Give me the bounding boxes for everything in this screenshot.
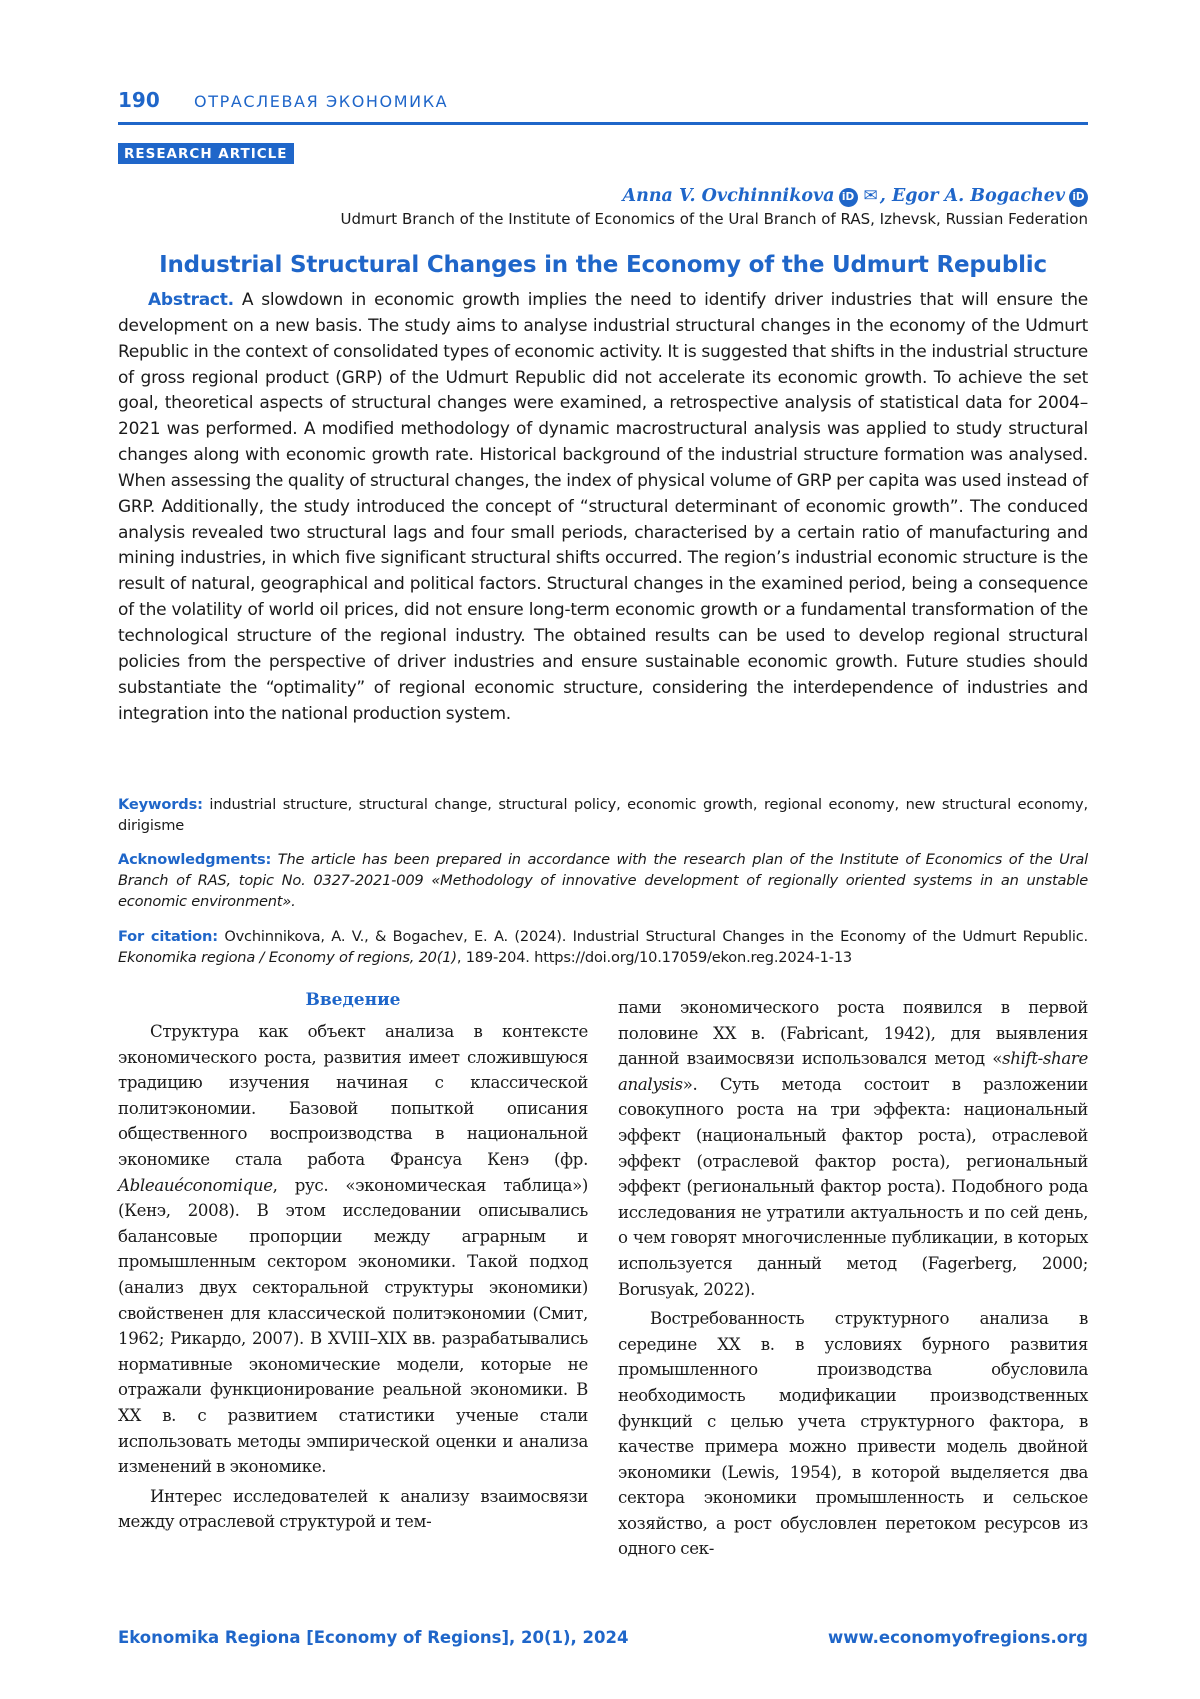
acknowledgments-text: The article has been prepared in accordance with the research plan of the Institute of Economics of the Ural Branch of RAS, topic No. 0327-2021-009 «Methodology of innovative development of regionally oriented systems in an unstable economic environment». bbox=[118, 851, 1088, 910]
page-number: 190 bbox=[118, 88, 160, 112]
article-type-badge: RESEARCH ARTICLE bbox=[118, 143, 294, 164]
keywords bbox=[118, 794, 1088, 836]
keywords-label: Keywords: bbox=[118, 796, 203, 813]
paragraph bbox=[118, 1019, 588, 1480]
paragraph-italic: shift-share analysis bbox=[618, 1049, 1088, 1094]
abstract-text: A slowdown in economic growth implies the need to identify driver industries that will ensure the development on a new basis. The study aims to analyse industrial structural changes in the economy of the Udmurt Republic in the context of consolidated types of economic activity. It is suggested that shifts in the industrial structure of gross regional product (GRP) of the Udmurt Republic did not accelerate its economic growth. To achieve the set goal, theoretical aspects of structural changes were examined, a retrospective analysis of statistical data for 2004–2021 was performed. A modified methodology of dynamic macrostructural analysis was applied to study structural changes along with economic growth rate. Historical background of the industrial structure formation was analysed. When assessing the quality of structural changes, the index of physical volume of GRP per capita was used instead of GRP. Additionally, the study introduced the concept of “structural determinant of economic growth”. The conduced analysis revealed two structural lags and four small periods, characterised by a certain ratio of manufacturing and mining industries, in which five significant structural shifts occurred. The region’s industrial economic structure is the result of natural, geographical and political factors. Structural changes in the examined period, being a consequence of the volatility of world oil prices, did not ensure long-term economic growth or a fundamental transformation of the technological structure of the regional industry. The obtained results can be used to develop regional structural policies from the perspective of driver industries and ensure sustainable economic growth. Future studies should substantiate the “optimality” of regional economic structure, considering the interdependence of industries and integration into the national production system. bbox=[118, 290, 1088, 724]
footer-journal: Ekonomika Regiona [Economy of Regions], 20(1), 2024 bbox=[118, 1628, 629, 1647]
author-line bbox=[623, 186, 1088, 207]
paragraph: Востребованность структурного анализа в середине XX в. в условиях бурного развития промышленного производства обусловила необходимость модификации производственных функций с целью учета структурного фактора, в качестве примера можно привести модель двойной экономики (Lewis, 1954), в которой выделяется два сектора экономики промышленность и сельское хозяйство, а рост обусловлен перетоком ресурсов из одного сек- bbox=[618, 1309, 1088, 1559]
paragraph: Интерес исследователей к анализу взаимосвязи между отраслевой структурой и тем- bbox=[118, 1486, 588, 1532]
section-name: ОТРАСЛЕВАЯ ЭКОНОМИКА bbox=[194, 92, 449, 111]
paragraph bbox=[618, 995, 1088, 1302]
author-1[interactable]: Anna V. Ovchinnikova bbox=[622, 186, 835, 206]
abstract-label: Abstract. bbox=[148, 290, 234, 310]
paragraph-italic: Ableauéconomique bbox=[118, 1175, 273, 1195]
paragraph-text: , рус. «экономическая таблица») (Кенэ, 2008). В этом исследовании описывались балансовые пропорции между аграрным и промышленным сектором экономики. Такой подход (анализ двух секторальной структуры экономики) свойственен для классической политэкономии (Смит, 1962; Рикардо, 2007). В XVIII–XIX вв. разрабатывались нормативные экономические модели, которые не отражали функционирование реальной экономики. В XX в. с развитием статистики ученые стали использовать методы эмпирической оценки и анализа изменений в экономике. bbox=[118, 1175, 588, 1477]
footer-url[interactable]: www.economyofregions.org bbox=[827, 1628, 1088, 1647]
citation-label: For citation: bbox=[118, 928, 218, 945]
body-column-right bbox=[618, 995, 1088, 1562]
intro-heading: Введение bbox=[305, 990, 401, 1010]
keywords-text: industrial structure, structural change, structural policy, economic growth, regional economy, new structural economy, dirigisme bbox=[118, 796, 1088, 834]
paragraph-text: ». Суть метода состоит в разложении совокупного роста на три эффекта: национальный эффект (национальный фактор роста), отраслевой эффект (отраслевой фактор роста), региональный эффект (региональный фактор роста). Подобного рода исследования не утратили актуальность и по сей день, о чем говорят многочисленные публикации, в которых используется данный метод (Fagerberg, 2000; Borusyak, 2022). bbox=[618, 1074, 1088, 1299]
body-column-left bbox=[118, 1019, 588, 1535]
orcid-icon[interactable]: iD bbox=[1069, 188, 1088, 207]
mail-icon[interactable]: ✉ bbox=[863, 186, 878, 206]
citation bbox=[118, 926, 1088, 968]
abstract bbox=[118, 288, 1088, 727]
citation-text-1: Ovchinnikova, A. V., & Bogachev, E. A. (2024). Industrial Structural Changes in the Economy of the Udmurt Republic. bbox=[217, 928, 1088, 945]
paragraph-text: Структура как объект анализа в контексте экономического роста, развития имеет сложившуюся традицию изучения начиная с классической политэкономии. Базовой попыткой описания общественного воспроизводства в национальной экономике стала работа Франсуа Кенэ (фр. bbox=[118, 1022, 588, 1169]
orcid-icon[interactable]: iD bbox=[839, 188, 858, 207]
acknowledgments-label: Acknowledgments: bbox=[118, 851, 272, 868]
running-header bbox=[118, 82, 1088, 125]
article-title: Industrial Structural Changes in the Economy of the Udmurt Republic bbox=[159, 252, 1047, 278]
acknowledgments bbox=[118, 849, 1088, 912]
citation-journal: Ekonomika regiona / Economy of regions, 20(1) bbox=[118, 949, 457, 966]
affiliation: Udmurt Branch of the Institute of Economics of the Ural Branch of RAS, Izhevsk, Russian Federation bbox=[340, 210, 1088, 228]
citation-doi[interactable]: , 189-204. https://doi.org/10.17059/ekon.reg.2024-1-13 bbox=[456, 949, 852, 966]
paragraph-text: пами экономического роста появился в первой половине XX в. (Fabricant, 1942), для выявления данной взаимосвязи использовался метод « bbox=[618, 998, 1088, 1069]
author-2[interactable]: , Egor A. Bogachev bbox=[879, 186, 1065, 206]
